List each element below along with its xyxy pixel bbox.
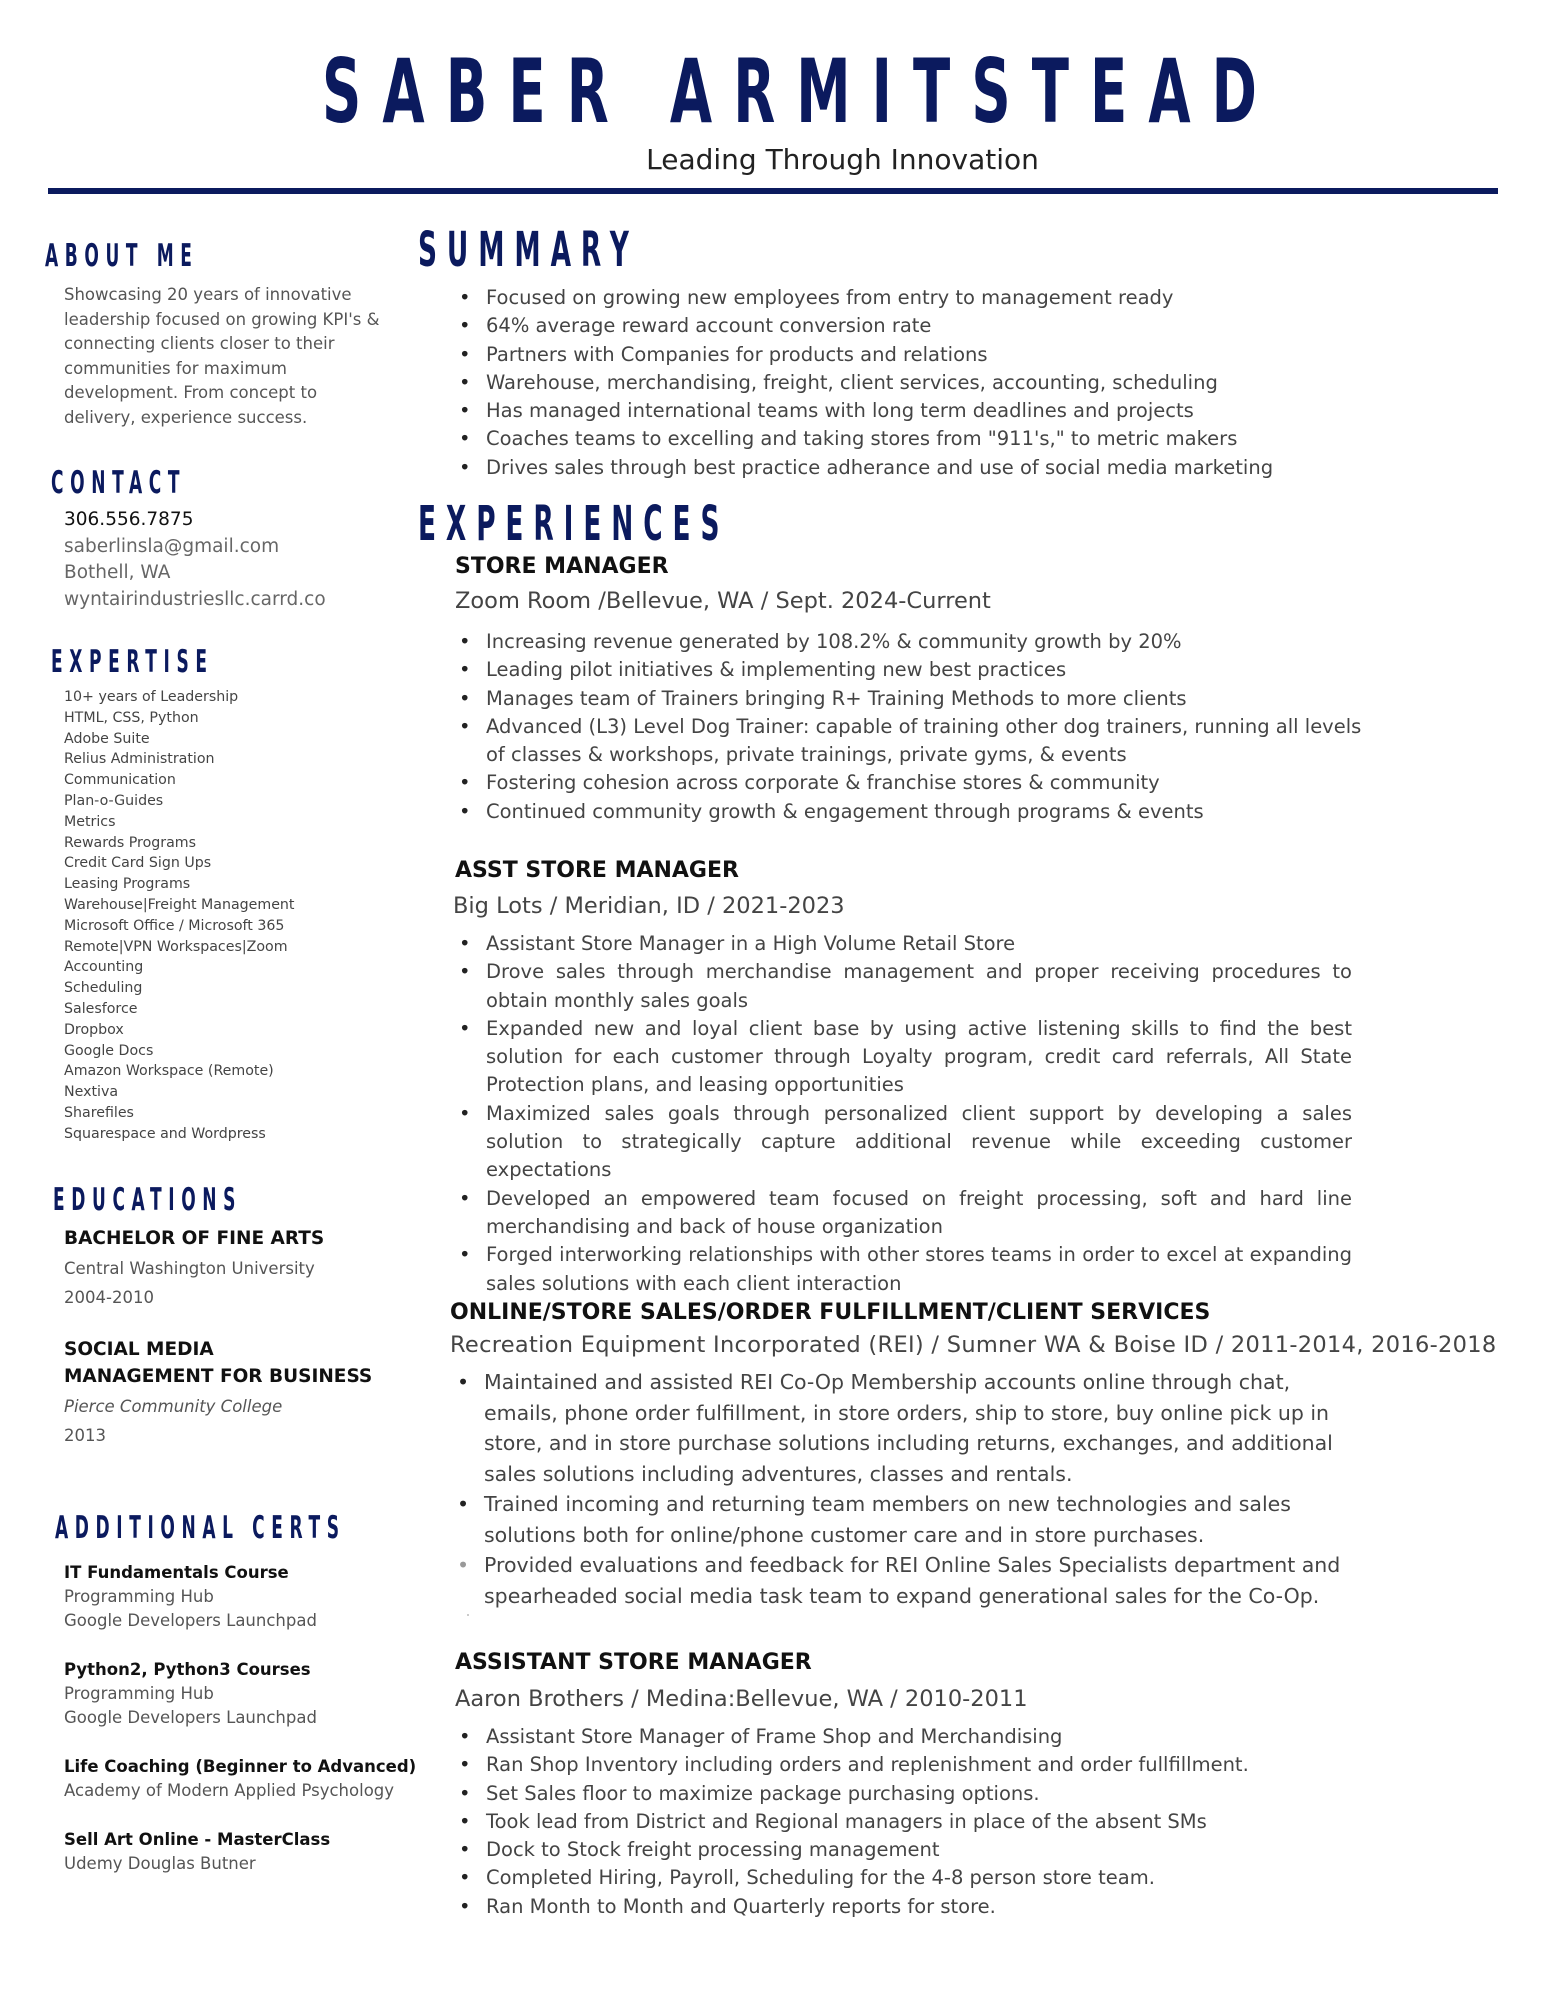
- expertise-item: Scheduling: [64, 980, 143, 997]
- job-bullet: • Forged interworking relationships with other stores teams in order to excel at expanding sales solutions with each client interaction: [452, 1241, 1352, 1298]
- job-bullet: • Advanced (L3) Level Dog Trainer: capable of training other dog trainers, running all levels of classes & workshops, private trainings, private gyms, & events: [452, 713, 1382, 770]
- job-bullet: • Maximized sales goals through personalized client support by developing a sales solution to strategically capture additional revenue while exceeding customer expectations: [452, 1100, 1352, 1185]
- expertise-item: Leasing Programs: [64, 876, 191, 893]
- contact-email[interactable]: saberlinsla@gmail.com: [64, 536, 280, 557]
- about-text: Showcasing 20 years of innovative leadership focused on growing KPI's & connecting clients closer to their communities for maximum development. From concept to delivery, experience success.: [64, 285, 380, 427]
- summary-item: • Warehouse, merchandising, freight, client services, accounting, scheduling: [452, 369, 1452, 397]
- cert-title: Python2, Python3 Courses: [64, 1660, 311, 1679]
- contact-phone: 306.556.7875: [64, 509, 194, 530]
- cert-provider: Google Developers Launchpad: [64, 1611, 317, 1630]
- expertise-item: Dropbox: [64, 1021, 124, 1038]
- education-degree: MANAGEMENT FOR BUSINESS: [64, 1366, 373, 1387]
- job-bullet: • Completed Hiring, Payroll, Scheduling for the 4-8 person store team.: [452, 1864, 1452, 1892]
- expertise-item: Salesforce: [64, 1000, 138, 1017]
- cert-provider: Google Developers Launchpad: [64, 1708, 317, 1727]
- education-school: Central Washington University: [64, 1259, 315, 1278]
- summary-heading: SUMMARY: [418, 222, 639, 278]
- cert-entry: [64, 1658, 317, 1730]
- summary-item: • 64% average reward account conversion rate: [452, 312, 1452, 340]
- expertise-heading: EXPERTISE: [51, 644, 214, 680]
- job-bullet: • Maintained and assisted REI Co-Op Membership accounts online through chat, emails, phone order fulfillment, in store orders, ship to store, buy online pick up in store, and in store purchase solutions including returns, exchanges, and additional sales solutions including adventures, classes and rentals.: [450, 1367, 1370, 1489]
- expertise-item: Rewards Programs: [64, 834, 196, 851]
- contact-heading: CONTACT: [51, 465, 187, 501]
- education-degree: SOCIAL MEDIA: [64, 1339, 214, 1360]
- cert-title: Life Coaching (Beginner to Advanced): [64, 1757, 417, 1776]
- job-employer: Big Lots / Meridian, ID / 2021-2023: [453, 893, 845, 919]
- job-bullets: [452, 930, 1352, 1298]
- education-entry: [64, 1336, 372, 1450]
- job-employer: Zoom Room /Bellevue, WA / Sept. 2024-Current: [455, 588, 991, 614]
- cert-entry: [64, 1561, 317, 1633]
- job-employer: Recreation Equipment Incorporated (REI) / Sumner WA & Boise ID / 2011-2014, 2016-2018: [450, 1332, 1497, 1358]
- decorative-dot: [467, 1614, 469, 1616]
- job-employer: Aaron Brothers / Medina:Bellevue, WA / 2010-2011: [455, 1686, 1028, 1712]
- education-years: 2004-2010: [64, 1288, 154, 1307]
- summary-item: • Partners with Companies for products and relations: [452, 341, 1452, 369]
- contact-location: Bothell, WA: [64, 562, 171, 583]
- summary-list: [452, 284, 1452, 482]
- job-bullet: • Expanded new and loyal client base by using active listening skills to find the best solution for each customer through Loyalty program, credit card referrals, All State Protection plans, and leasing opportunities: [452, 1015, 1352, 1100]
- job-bullet: • Assistant Store Manager of Frame Shop and Merchandising: [452, 1723, 1452, 1751]
- education-entry: [64, 1225, 324, 1312]
- job-bullets: [452, 1723, 1452, 1921]
- job-bullet: • Fostering cohesion across corporate & franchise stores & community: [452, 769, 1382, 797]
- expertise-item: Nextiva: [64, 1084, 119, 1101]
- cert-provider: Programming Hub: [64, 1587, 214, 1606]
- experiences-heading: EXPERIENCES: [418, 496, 730, 552]
- job-bullets: [452, 628, 1382, 826]
- expertise-item: Plan-o-Guides: [64, 792, 164, 809]
- expertise-item: Relius Administration: [64, 751, 215, 768]
- cert-entry: [64, 1755, 416, 1803]
- job-title: STORE MANAGER: [455, 554, 669, 579]
- job-bullet: • Provided evaluations and feedback for REI Online Sales Specialists department and spearheaded social media task team to expand generational sales for the Co-Op.: [450, 1550, 1370, 1611]
- summary-item: • Focused on growing new employees from entry to management ready: [452, 284, 1452, 312]
- expertise-item: Credit Card Sign Ups: [64, 855, 212, 872]
- expertise-item: Warehouse|Freight Management: [64, 896, 295, 913]
- job-bullet: • Took lead from District and Regional managers in place of the absent SMs: [452, 1808, 1452, 1836]
- expertise-item: Metrics: [64, 813, 116, 830]
- education-years: 2013: [64, 1426, 106, 1445]
- resume-name: SABER ARMITSTEAD: [322, 40, 1279, 143]
- education-degree: BACHELOR OF FINE ARTS: [64, 1228, 325, 1249]
- expertise-item: Accounting: [64, 959, 144, 976]
- job-title: ASSISTANT STORE MANAGER: [455, 1650, 812, 1675]
- about-heading: ABOUT ME: [45, 238, 199, 274]
- summary-item: • Has managed international teams with long term deadlines and projects: [452, 397, 1452, 425]
- certs-heading: ADDITIONAL CERTS: [55, 1510, 346, 1546]
- job-bullet: • Trained incoming and returning team members on new technologies and sales solutions both for online/phone customer care and in store purchases.: [450, 1489, 1370, 1550]
- job-bullet: • Leading pilot initiatives & implementing new best practices: [452, 656, 1382, 684]
- cert-provider: Academy of Modern Applied Psychology: [64, 1781, 395, 1800]
- job-bullet: • Developed an empowered team focused on freight processing, soft and hard line merchandising and back of house organization: [452, 1185, 1352, 1242]
- expertise-item: Microsoft Office / Microsoft 365: [64, 917, 285, 934]
- educations-heading: EDUCATIONS: [53, 1182, 243, 1218]
- summary-item: • Drives sales through best practice adherance and use of social media marketing: [452, 454, 1452, 482]
- expertise-item: Squarespace and Wordpress: [64, 1125, 266, 1142]
- job-title: ONLINE/STORE SALES/ORDER FULFILLMENT/CLIENT SERVICES: [450, 1300, 1211, 1325]
- job-bullet: • Drove sales through merchandise management and proper receiving procedures to obtain monthly sales goals: [452, 958, 1352, 1015]
- job-bullet: • Continued community growth & engagement through programs & events: [452, 798, 1382, 826]
- education-school: Pierce Community College: [64, 1397, 283, 1416]
- cert-entry: [64, 1828, 330, 1876]
- expertise-item: Amazon Workspace (Remote): [64, 1063, 274, 1080]
- expertise-item: Adobe Suite: [64, 730, 150, 747]
- contact-website[interactable]: wyntairindustriesllc.carrd.co: [64, 589, 326, 610]
- expertise-item: Communication: [64, 772, 176, 789]
- job-bullet: • Dock to Stock freight processing management: [452, 1836, 1452, 1864]
- cert-title: IT Fundamentals Course: [64, 1563, 289, 1582]
- job-bullet: • Ran Shop Inventory including orders and replenishment and order fullfillment.: [452, 1751, 1452, 1779]
- expertise-item: 10+ years of Leadership: [64, 689, 239, 705]
- job-title: ASST STORE MANAGER: [455, 858, 739, 883]
- expertise-list: [64, 687, 294, 1145]
- cert-title: Sell Art Online - MasterClass: [64, 1830, 331, 1849]
- expertise-item: Google Docs: [64, 1042, 154, 1059]
- expertise-item: HTML, CSS, Python: [64, 709, 199, 726]
- job-bullet: • Set Sales floor to maximize package purchasing options.: [452, 1780, 1452, 1808]
- expertise-item: Sharefiles: [64, 1104, 134, 1121]
- job-bullet: • Manages team of Trainers bringing R+ Training Methods to more clients: [452, 685, 1382, 713]
- summary-item: • Coaches teams to excelling and taking stores from "911's," to metric makers: [452, 425, 1452, 453]
- job-bullet: • Assistant Store Manager in a High Volume Retail Store: [452, 930, 1352, 958]
- resume-tagline: Leading Through Innovation: [646, 143, 1039, 176]
- job-bullet: • Ran Month to Month and Quarterly reports for store.: [452, 1893, 1452, 1921]
- job-bullet: • Increasing revenue generated by 108.2% & community growth by 20%: [452, 628, 1382, 656]
- cert-provider: Udemy Douglas Butner: [64, 1854, 256, 1873]
- header-divider: [48, 188, 1498, 194]
- expertise-item: Remote|VPN Workspaces|Zoom: [64, 938, 288, 955]
- job-bullets: [450, 1367, 1370, 1611]
- cert-provider: Programming Hub: [64, 1684, 214, 1703]
